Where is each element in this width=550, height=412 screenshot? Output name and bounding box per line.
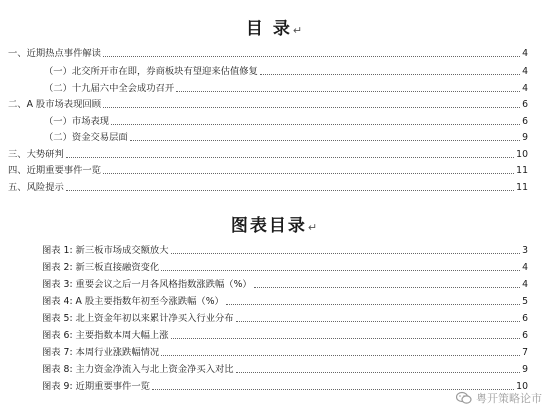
toc-entry[interactable]	[44, 132, 528, 144]
entry-page-number: 4	[522, 262, 528, 273]
figure-entry[interactable]	[42, 245, 528, 257]
entry-page-number: 9	[522, 132, 528, 143]
entry-title: 图表 8: 主力资金净流入与北上资金净买入对比	[42, 364, 234, 375]
entry-title: 图表 9: 近期重要事件一览	[42, 381, 150, 392]
entry-title: （一）市场表现	[44, 116, 110, 127]
toc-entry[interactable]	[8, 99, 528, 111]
figure-entry[interactable]	[42, 262, 528, 274]
entry-title: 图表 1: 新三板市场成交额放大	[42, 245, 169, 256]
entry-title: 五、风险提示	[8, 182, 64, 193]
entry-title: 图表 3: 重要会议之后一月各风格指数涨跌幅（%）	[42, 279, 252, 290]
dot-leader	[130, 140, 520, 141]
dot-leader	[103, 173, 514, 174]
entry-page-number: 9	[522, 364, 528, 375]
figure-entry[interactable]	[42, 330, 528, 342]
entry-title: 图表 7: 本周行业涨跌幅情况	[42, 347, 160, 358]
dot-leader	[260, 74, 520, 75]
dot-leader	[226, 304, 520, 305]
dot-leader	[103, 107, 520, 108]
entry-page-number: 10	[516, 149, 528, 160]
dot-leader	[171, 253, 521, 254]
entry-page-number: 4	[522, 66, 528, 77]
entry-title: （二）十九届六中全会成功召开	[44, 83, 175, 94]
entry-title: 图表 6: 主要指数本周大幅上涨	[42, 330, 169, 341]
entry-page-number: 3	[522, 245, 528, 256]
dot-leader	[161, 270, 520, 271]
dot-leader	[161, 355, 520, 356]
dot-leader	[236, 321, 520, 322]
entry-title: 图表 5: 北上资金年初以来累计净买入行业分布	[42, 313, 234, 324]
entry-title: 四、近期重要事件一览	[8, 165, 101, 176]
figure-entry[interactable]	[42, 347, 528, 359]
dot-leader	[111, 124, 520, 125]
entry-page-number: 4	[522, 48, 528, 59]
toc-title: 目 录↵	[245, 19, 305, 39]
entry-page-number: 4	[522, 279, 528, 290]
wechat-icon	[456, 391, 472, 405]
figure-entry[interactable]	[42, 364, 528, 376]
entry-title: 二、A 股市场表现回顾	[8, 99, 101, 110]
figure-entry[interactable]	[42, 313, 528, 325]
entry-title: 一、近期热点事件解读	[8, 48, 101, 59]
toc-entry[interactable]	[8, 165, 528, 177]
dot-leader	[103, 56, 520, 57]
entry-page-number: 11	[516, 182, 528, 193]
entry-title: 图表 4: A 股主要指数年初至今涨跌幅（%）	[42, 296, 224, 307]
entry-page-number: 7	[522, 347, 528, 358]
entry-page-number: 10	[516, 381, 528, 392]
dot-leader	[236, 372, 520, 373]
toc-entry[interactable]	[8, 48, 528, 60]
entry-title: 图表 2: 新三板直接融资变化	[42, 262, 160, 273]
entry-page-number: 11	[516, 165, 528, 176]
entry-page-number: 6	[522, 116, 528, 127]
toc-entry[interactable]	[44, 66, 528, 78]
dot-leader	[66, 190, 514, 191]
toc-entry[interactable]	[44, 116, 528, 128]
figure-entry[interactable]	[42, 296, 528, 308]
dot-leader	[254, 287, 520, 288]
toc-entry[interactable]	[8, 182, 528, 194]
toc-entry[interactable]	[44, 83, 528, 95]
entry-page-number: 6	[522, 313, 528, 324]
dot-leader	[171, 338, 521, 339]
figures-title: 图表目录↵	[230, 216, 320, 236]
watermark-text: 粤开策略论市	[476, 392, 542, 405]
watermark	[456, 390, 542, 406]
entry-title: （二）资金交易层面	[44, 132, 128, 143]
entry-title: （一）北交所开市在即，券商板块有望迎来估值修复	[44, 66, 258, 77]
entry-page-number: 6	[522, 99, 528, 110]
entry-page-number: 6	[522, 330, 528, 341]
dot-leader	[66, 157, 514, 158]
entry-title: 三、大势研判	[8, 149, 64, 160]
figure-entry[interactable]	[42, 279, 528, 291]
toc-entry[interactable]	[8, 149, 528, 161]
entry-page-number: 4	[522, 83, 528, 94]
entry-page-number: 5	[522, 296, 528, 307]
dot-leader	[176, 91, 520, 92]
